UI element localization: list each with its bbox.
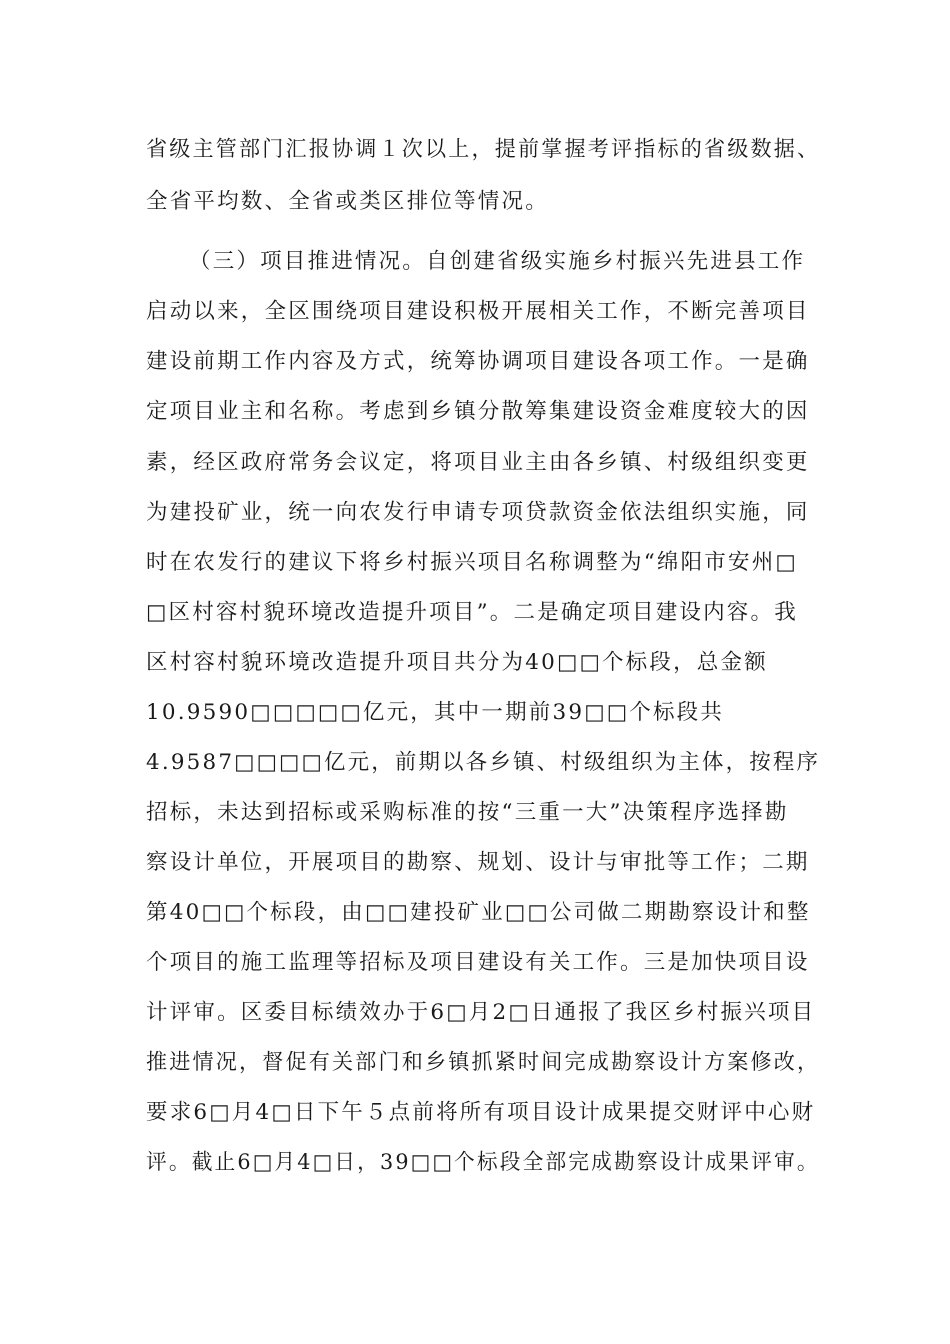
text-line: 4.9587□□□□亿元，前期以各乡镇、村级组织为主体，按程序 xyxy=(146,750,821,775)
text-line: 第40□□个标段，由□□建投矿业□□公司做二期勘察设计和整 xyxy=(146,900,811,925)
text-line: 建设前期工作内容及方式，统筹协调项目建设各项工作。一是确 xyxy=(146,349,810,374)
text-line: 定项目业主和名称。考虑到乡镇分散筹集建设资金难度较大的因 xyxy=(146,399,810,424)
section-heading-line: （三）项目推进情况。自创建省级实施乡村振兴先进县工作 xyxy=(189,249,806,274)
text-line: 全省平均数、全省或类区排位等情况。 xyxy=(146,189,549,214)
text-line: 察设计单位，开展项目的勘察、规划、设计与审批等工作；二期 xyxy=(146,850,810,875)
text-line: 招标，未达到招标或采购标准的按“三重一大”决策程序选择勘 xyxy=(146,800,789,825)
text-line: 省级主管部门汇报协调１次以上，提前掌握考评指标的省级数据、 xyxy=(146,137,821,162)
text-line: 要求6□月4□日下午５点前将所有项目设计成果提交财评中心财 xyxy=(146,1100,816,1125)
text-line: 素，经区政府常务会议定，将项目业主由各乡镇、村级组织变更 xyxy=(146,450,810,475)
text-line: 10.9590□□□□□亿元，其中一期前39□□个标段共 xyxy=(146,700,725,725)
text-line: 评。截止6□月4□日，39□□个标段全部完成勘察设计成果评审。 xyxy=(146,1150,820,1175)
text-line: 时在农发行的建议下将乡村振兴项目名称调整为“绵阳市安州□ xyxy=(146,550,798,575)
text-line: 推进情况，督促有关部门和乡镇抓紧时间完成勘察设计方案修改， xyxy=(146,1050,821,1075)
text-line: 区村容村貌环境改造提升项目共分为40□□个标段，总金额 xyxy=(146,650,768,675)
text-line: 为建投矿业，统一向农发行申请专项贷款资金依法组织实施，同 xyxy=(146,500,810,525)
text-line: 个项目的施工监理等招标及项目建设有关工作。三是加快项目设 xyxy=(146,950,810,975)
text-line: □区村容村貌环境改造提升项目”。二是确定项目建设内容。我 xyxy=(146,600,798,625)
text-line: 计评审。区委目标绩效办于6□月2□日通报了我区乡村振兴项目 xyxy=(146,1000,816,1025)
text-line: 启动以来，全区围绕项目建设积极开展相关工作，不断完善项目 xyxy=(146,299,810,324)
